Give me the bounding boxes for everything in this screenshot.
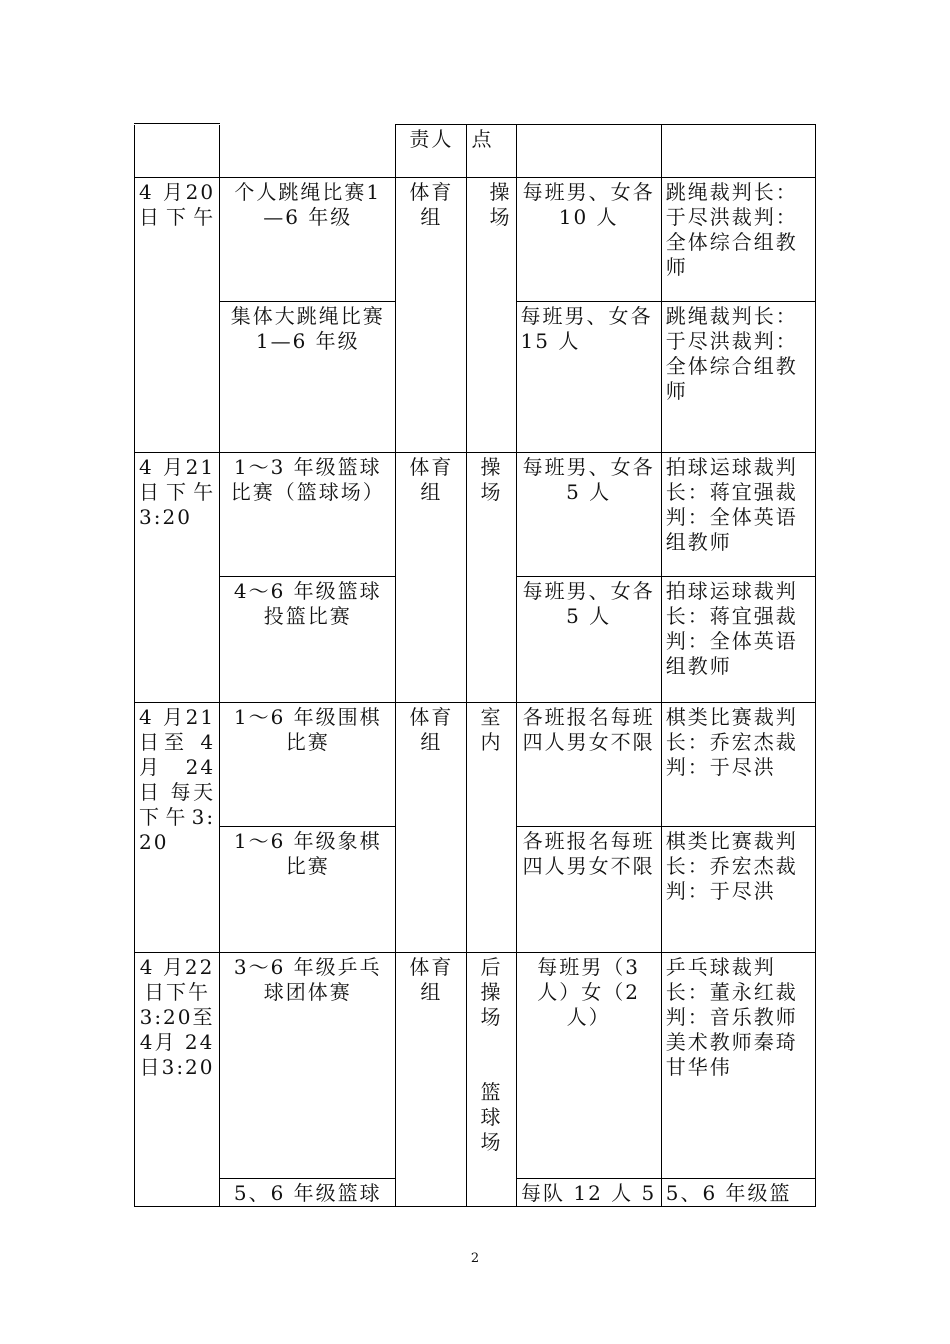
table-row <box>135 453 816 577</box>
referee-cell: 棋类比赛裁判长：乔宏杰裁判：于尽洪 <box>661 703 815 827</box>
place-cell: 操场 <box>467 453 516 703</box>
date-cell: 4 月22 日下午3:20至 4月 24日3:20 <box>135 953 220 1207</box>
header-people-cell <box>516 125 661 178</box>
place-cell: 操场 <box>467 178 516 453</box>
date-cell: 4 月21 日下午3:20 <box>135 453 220 703</box>
place-cell <box>467 953 516 1207</box>
event-cell: 1～6 年级围棋比赛 <box>220 703 396 827</box>
referee-cell: 跳绳裁判长：于尽洪裁判：全体综合组教师 <box>661 302 815 453</box>
place-secondary: 篮球场 <box>480 1080 503 1154</box>
table-row <box>135 953 816 1179</box>
header-event-cell <box>220 125 396 178</box>
participants-cell: 每班男、女各 5 人 <box>516 577 661 703</box>
organizer-cell: 体育组 <box>396 178 467 453</box>
place-cell: 室内 <box>467 703 516 953</box>
date-cell: 4 月21 日至 4月 24日 每天 下午3:20 <box>135 703 220 953</box>
place-primary: 后操场 <box>480 955 503 1029</box>
table-row <box>135 178 816 302</box>
referee-cell: 拍球运球裁判长：蒋宜强裁判：全体英语组教师 <box>661 453 815 577</box>
referee-cell: 5、6 年级篮 <box>661 1179 815 1207</box>
participants-cell: 每队 12 人 5 <box>516 1179 661 1207</box>
organizer-cell: 体育组 <box>396 953 467 1207</box>
place-spacer <box>471 1030 511 1080</box>
header-org-cell: 责人 <box>396 125 467 178</box>
table-row <box>135 703 816 827</box>
participants-cell: 各班报名每班四人男女不限 <box>516 703 661 827</box>
table-header-continuation-row <box>135 125 816 178</box>
participants-cell: 每班男（3人）女（2人） <box>516 953 661 1179</box>
event-cell: 4～6 年级篮球投篮比赛 <box>220 577 396 703</box>
event-cell: 集体大跳绳比赛1—6 年级 <box>220 302 396 453</box>
event-cell: 1～6 年级象棋比赛 <box>220 827 396 953</box>
event-cell: 5、6 年级篮球 <box>220 1179 396 1207</box>
referee-cell: 乒乓球裁判长：董永红裁判：音乐教师美术教师秦琦甘华伟 <box>661 953 815 1179</box>
header-judge-cell <box>661 125 815 178</box>
organizer-cell: 体育组 <box>396 703 467 953</box>
referee-cell: 拍球运球裁判长：蒋宜强裁判：全体英语组教师 <box>661 577 815 703</box>
date-cell: 4 月20 日下午 <box>135 178 220 453</box>
participants-cell: 每班男、女各 10 人 <box>516 178 661 302</box>
event-cell: 1～3 年级篮球比赛（篮球场） <box>220 453 396 577</box>
header-date-cell <box>135 125 220 178</box>
referee-cell: 跳绳裁判长：于尽洪裁判：全体综合组教师 <box>661 178 815 302</box>
event-cell: 3～6 年级乒乓球团体赛 <box>220 953 396 1179</box>
page-number: 2 <box>470 1251 480 1266</box>
header-place-cell: 点 <box>467 125 516 178</box>
participants-cell: 每班男、女各 15 人 <box>516 302 661 453</box>
referee-cell: 棋类比赛裁判长：乔宏杰裁判：于尽洪 <box>661 827 815 953</box>
participants-cell: 各班报名每班四人男女不限 <box>516 827 661 953</box>
organizer-cell: 体育组 <box>396 453 467 703</box>
event-cell: 个人跳绳比赛1—6 年级 <box>220 178 396 302</box>
sports-schedule-table <box>134 124 816 1207</box>
participants-cell: 每班男、女各 5 人 <box>516 453 661 577</box>
